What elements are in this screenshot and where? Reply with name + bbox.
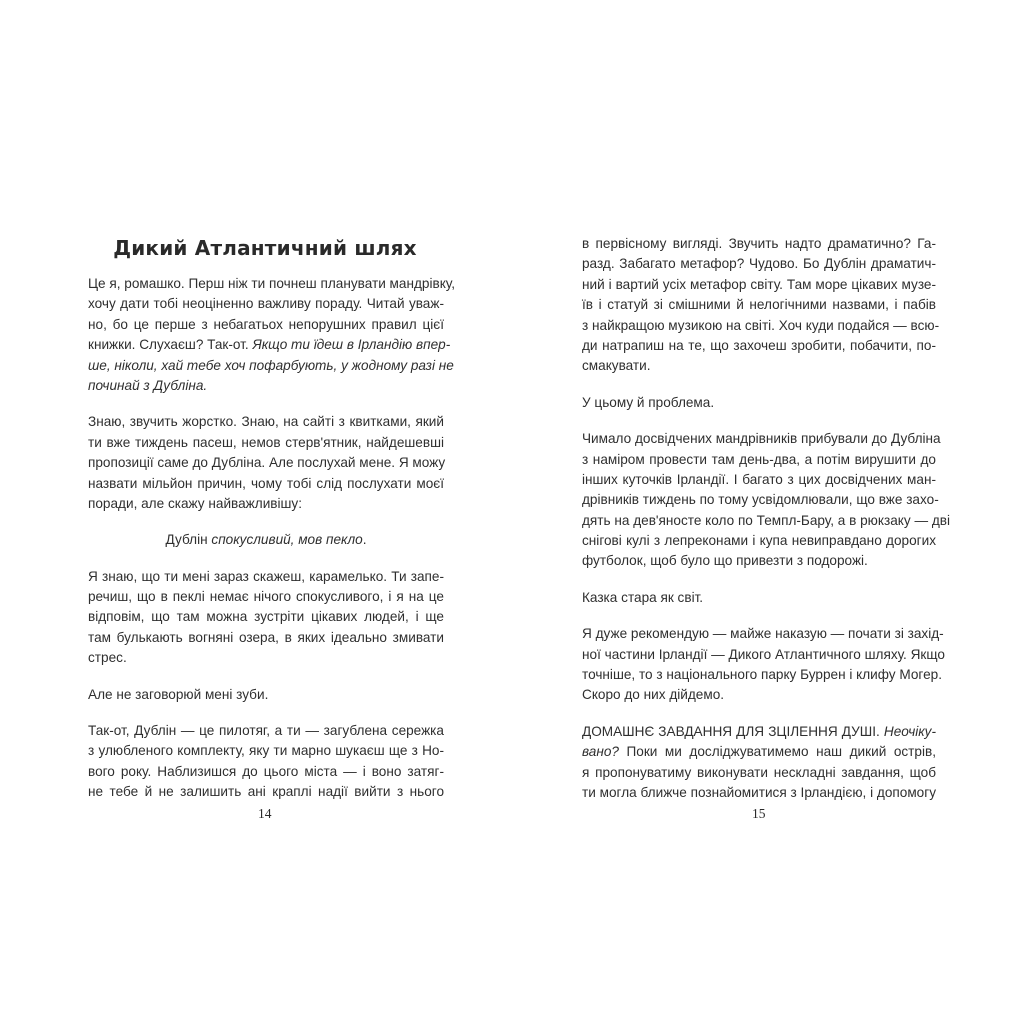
text-line: в первісному вигляді. Звучить надто драматично? Га- [582, 236, 936, 251]
italic-text: починай з Дубліна. [88, 377, 208, 393]
text-line: Це я, ромашко. Перш ніж ти почнеш планувати мандрівку, [88, 276, 456, 291]
text-line: Я дуже рекомендую — майже наказую — почати зі захід- [582, 626, 944, 642]
text-line: ної частини Ірландії — Дикого Атлантичного шляху. Якщо [582, 646, 945, 662]
text-line [88, 376, 444, 396]
text-line: пропозиції саме до Дубліна. Але послухай мене. Я можу [88, 455, 446, 471]
left-page-body [88, 274, 456, 803]
text-line: дрівників тиждень по тому усвідомлювали, що вже захо- [582, 492, 939, 508]
text-line: поради, але скажу найважливішу: [88, 495, 303, 511]
text-line: хочу дати тобі неоціненно важливу пораду. Читай уваж- [88, 296, 444, 312]
text-line: дять на дев'яносте коло по Темпл-Бару, а в рюкзаку — дві [582, 512, 950, 528]
text-span: Дублін [165, 532, 212, 548]
text-line: інших куточків Ірландії. І багато з цих досвідчених ман- [582, 471, 936, 487]
text-line: Чимало досвідчених мандрівників прибували до Дубліна [582, 431, 941, 447]
quote-line [88, 530, 444, 550]
text-line: ти вже тиждень пасеш, немов стерв'ятник, найдешевші [88, 434, 444, 450]
text-line: стрес. [88, 650, 127, 666]
text-span: книжки. Слухаєш? Так-от. [88, 337, 253, 353]
text-line [88, 356, 454, 376]
text-line: з наміром провести там день-два, а потім вирушити до [582, 451, 936, 467]
text-line: ний і вартий усіх метафор світу. Там море цікавих музе- [582, 276, 936, 292]
text-span: Поки ми досліджуватимемо наш дикий острів, [618, 744, 936, 760]
text-line: ди натрапиш на те, що захочеш зробити, побачити, по- [582, 337, 936, 353]
text-span: ДОМАШНЄ ЗАВДАННЯ ДЛЯ ЗЦІЛЕННЯ ДУШІ. [582, 723, 884, 739]
text-line: У цьому й проблема. [582, 394, 715, 410]
chapter-title: Дикий Атлантичний шлях [113, 236, 417, 260]
text-line: футболок, щоб було що привезти з подорожі. [582, 553, 868, 569]
text-span: . [362, 532, 367, 548]
text-line: назвати мільйон причин, чому тобі слід послухати моєї [88, 475, 444, 491]
text-line: Але не заговорюй мені зуби. [88, 686, 269, 702]
italic-text: спокусливий, мов пекло [211, 532, 363, 548]
text-line: разд. Забагато метафор? Чудово. Бо Дублін драматич- [582, 256, 936, 272]
text-line: з улюбленого комплекту, яку ти марно шукаєш ще з Но- [88, 743, 444, 759]
text-line: точніше, то з національного парку Буррен і клифу Могер. [582, 667, 942, 683]
italic-text: ше, ніколи, хай тебе хоч пофарбують, у жодному разі не [88, 357, 454, 373]
text-line: не тебе й не залишить ані краплі надії вийти з нього [88, 784, 444, 800]
text-line: речиш, що в пеклі немає нічого спокусливого, і я на це [88, 589, 444, 605]
text-line: смакувати. [582, 358, 651, 374]
right-page [512, 0, 1024, 1024]
text-line: снігові кулі з лепреконами і купа невиправдано дорогих [582, 533, 936, 549]
text-line: я пропонуватиму виконувати нескладні завдання, щоб [582, 764, 936, 780]
text-line: там булькають вогняні озера, в яких ідеально змивати [88, 629, 444, 645]
text-line: Я знаю, що ти мені зараз скажеш, карамелько. Ти запе- [88, 568, 444, 584]
text-line [582, 742, 936, 762]
right-page-body [582, 234, 950, 803]
text-line: Скоро до них дійдемо. [582, 687, 725, 703]
text-line: вого року. Наблизишся до цього міста — і воно затяг- [88, 763, 444, 779]
page-number: 14 [258, 806, 272, 821]
italic-text: Якщо ти їдеш в Ірландію впер- [252, 337, 451, 353]
text-line: відповім, що там можна зустріти цікавих людей, і ще [88, 609, 444, 625]
text-line: їв і статуй зі смішними й нелогічними назвами, і пабів [582, 297, 936, 313]
text-line: Казка стара як світ. [582, 589, 704, 605]
text-line: ти могла ближче познайомитися з Ірландією, і допомогу [582, 784, 936, 800]
page-number: 15 [752, 806, 766, 821]
text-line: но, бо це перше з небагатьох непорушних правил цієї [88, 316, 444, 332]
italic-text: Неочіку- [883, 723, 936, 739]
text-line: Так-от, Дублін — це пилотяг, а ти — загублена сережка [88, 723, 444, 739]
italic-text: вано? [582, 744, 619, 760]
text-line [582, 722, 936, 742]
text-line: з найкращою музикою на світі. Хоч куди подайся — всю- [582, 317, 940, 333]
text-line [88, 335, 451, 355]
text-line: Знаю, звучить жорстко. Знаю, на сайті з квитками, який [88, 414, 444, 430]
